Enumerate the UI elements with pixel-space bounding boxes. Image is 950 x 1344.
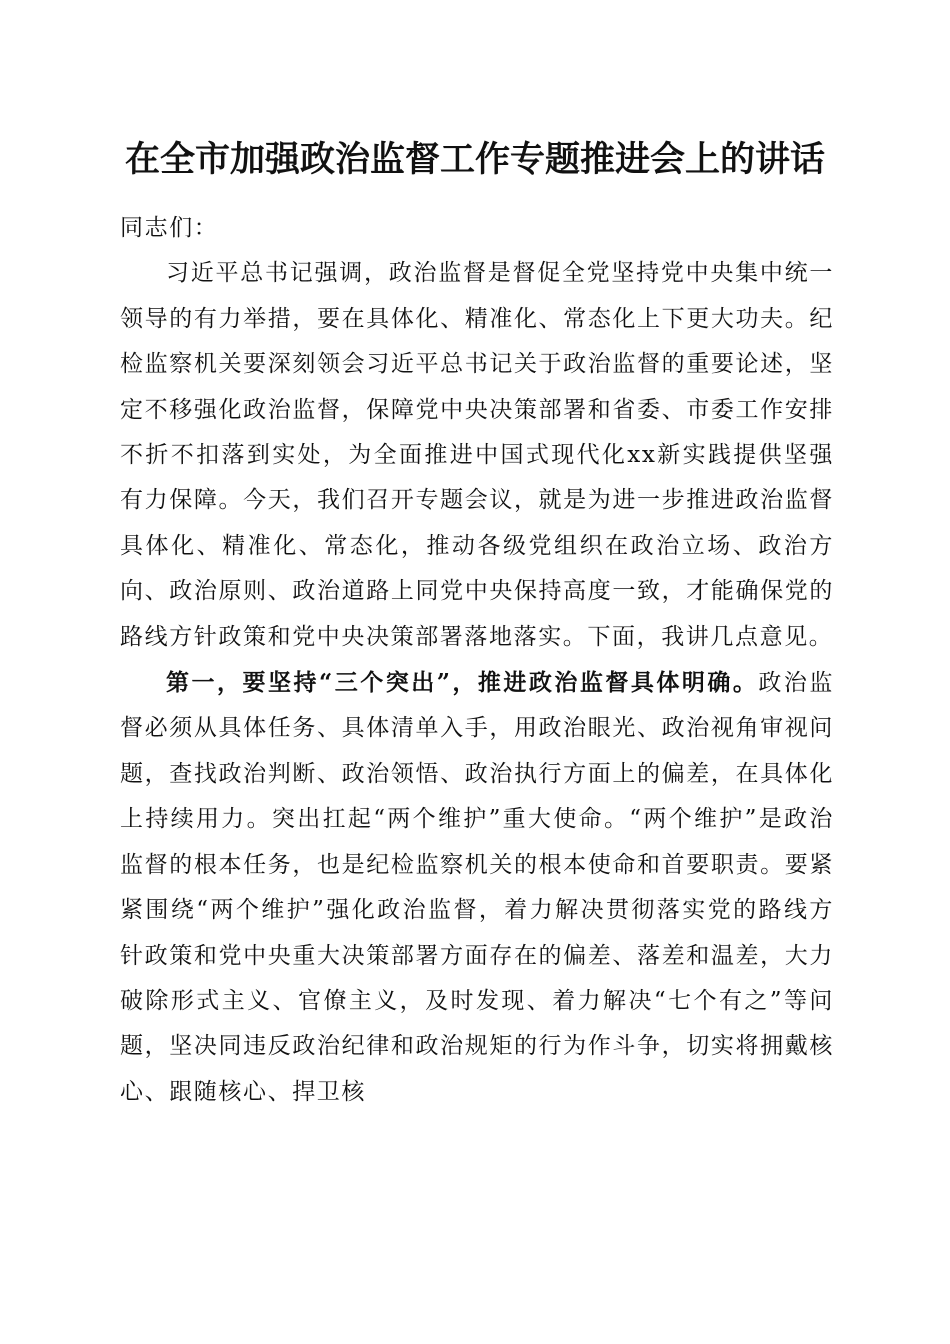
document-body [120,206,834,1115]
paragraph-text: 习近平总书记强调，政治监督是督促全党坚持党中央集中统一领导的有力举措，要在具体化、精准化、常态化上下更大功夫。纪检监察机关要深刻领会习近平总书记关于政治监督的重要论述，坚定不移强化政治监督，保障党中央决策部署和省委、市委工作安排不折不扣落到实处，为全面推进中国式现代化xx新实践提供坚强有力保障。今天，我们召开专题会议，就是为进一步推进政治监督具体化、精准化、常态化，推动各级党组织在政治立场、政治方向、政治原则、政治道路上同党中央保持高度一致，才能确保党的路线方针政策和党中央决策部署落地落实。下面，我讲几点意见。 [120,260,834,650]
paragraph-text: 政治监督必须从具体任务、具体清单入手，用政治眼光、政治视角审视问题，查找政治判断、政治领悟、政治执行方面上的偏差，在具体化上持续用力。突出扛起“两个维护”重大使命。“两个维护”是政治监督的根本任务，也是纪检监察机关的根本使命和首要职责。要紧紧围绕“两个维护”强化政治监督，着力解决贯彻落实党的路线方针政策和党中央重大决策部署方面存在的偏差、落差和温差，大力破除形式主义、官僚主义，及时发现、着力解决“七个有之”等问题，坚决同违反政治纪律和政治规矩的行为作斗争，切实将拥戴核心、跟随核心、捍卫核 [120,670,835,1105]
paragraph-first-point [120,660,834,1115]
paragraph-intro [120,251,834,660]
salutation: 同志们： [120,215,219,241]
document-title: 在全市加强政治监督工作专题推进会上的讲话 [124,139,825,180]
paragraph-lead-heading: 第一，要坚持“三个突出”，推进政治监督具体明确。 [166,669,759,697]
